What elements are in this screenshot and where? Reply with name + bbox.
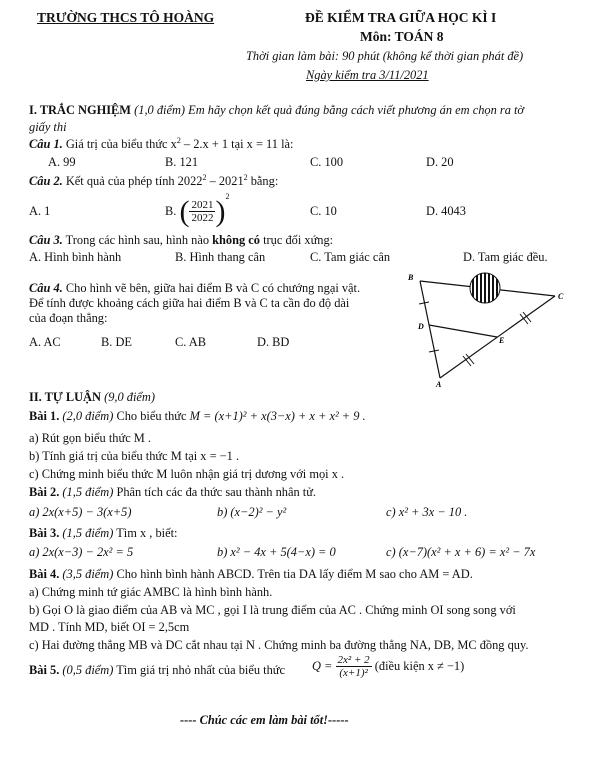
part2-heading: II. TỰ LUẬN <box>29 390 101 404</box>
bai3-points: (1,5 điểm) <box>62 526 114 540</box>
exam-title: ĐỀ KIỂM TRA GIỮA HỌC KÌ I <box>305 10 497 25</box>
q1-text-a: Giá trị của biểu thức x <box>65 137 177 151</box>
part1-heading-line <box>29 103 524 119</box>
label-c: C <box>558 292 564 301</box>
bai1-line <box>29 409 366 425</box>
q2-option-b-prefix: B. <box>165 204 177 218</box>
q2-text-a: Kết quả của phép tính 2022 <box>65 174 203 188</box>
q3-text-bold: không có <box>212 233 260 247</box>
part1-instruction-2: giấy thi <box>29 120 67 134</box>
part1-points: (1,0 điểm) <box>134 103 186 117</box>
q2-text-c: bằng: <box>247 174 279 188</box>
bai2-label: Bài 2. <box>29 485 60 499</box>
q1-option-d: D. 20 <box>426 155 454 169</box>
bai5-frac-den: (x+1)² <box>339 667 368 680</box>
bai4-points: (3,5 điểm) <box>62 567 114 581</box>
segment-ca <box>440 296 555 378</box>
q2-left-paren: ( <box>179 195 190 228</box>
bai2-intro: Phân tích các đa thức sau thành nhân tử. <box>116 485 317 499</box>
q2-option-d: D. 4043 <box>426 204 466 218</box>
q1-exp: 2 <box>176 135 181 145</box>
q1-option-c: C. 100 <box>310 155 344 169</box>
bai4-a: a) Chứng minh tứ giác AMBC là hình bình hành. <box>29 585 273 599</box>
q3-option-a: A. Hình bình hành <box>29 250 122 264</box>
q2-text-b: – 2021 <box>206 174 244 188</box>
q2-text <box>29 174 278 190</box>
bai4-b1: b) Gọi O là giao điểm của AB và MC , gọi I là trung điểm của AC . Chứng minh OI song song với <box>29 603 516 617</box>
q4-line2: Để tính được khoảng cách giữa hai điểm B và C ta cần đo độ dài <box>29 296 350 310</box>
q3-text <box>29 233 333 249</box>
bai4-intro: Cho hình bình hành ABCD. Trên tia DA lấy điểm M sao cho AM = AD. <box>116 567 473 581</box>
label-e: E <box>499 336 505 345</box>
q3-option-d: D. Tam giác đều. <box>463 250 548 264</box>
bai5-label: Bài 5. <box>29 663 60 677</box>
school-name: TRƯỜNG THCS TÔ HOÀNG <box>37 10 215 25</box>
bai1-c: c) Chứng minh biểu thức M luôn nhận giá trị dương với mọi x . <box>29 467 345 481</box>
q4-option-b: B. DE <box>101 335 132 349</box>
duration: Thời gian làm bài: 90 phút (không kể thời gian phát đề) <box>246 49 524 63</box>
part2-heading-line <box>29 390 155 406</box>
bai5-condition: (điều kiện x ≠ −1) <box>374 658 465 673</box>
label-b: B <box>408 273 414 282</box>
q1-text <box>29 137 293 153</box>
bai2-line <box>29 485 316 501</box>
bai4-c: c) Hai đường thẳng MB và DC cắt nhau tại N . Chứng minh ba đường thẳng NA, DB, MC đồng quy. <box>29 638 529 652</box>
q2-label: Câu 2. <box>29 174 63 188</box>
bai1-expr: M = (x+1)² + x(3−x) + x + x² + 9 . <box>189 409 366 423</box>
subject: Môn: TOÁN 8 <box>360 29 444 44</box>
q3-label: Câu 3. <box>29 233 63 247</box>
q4-line3: của đoạn thẳng: <box>29 311 108 325</box>
q3-option-b: B. Hình thang cân <box>175 250 266 264</box>
q4-geometry-figure <box>400 268 570 388</box>
bai1-a: a) Rút gọn biểu thức M . <box>29 431 152 445</box>
q3-text-b: trục đối xứng: <box>259 233 334 247</box>
q2-frac-exp: 2 <box>225 192 230 202</box>
part1-heading: I. TRẮC NGHIỆM <box>29 103 132 117</box>
q3-text-a: Trong các hình sau, hình nào <box>65 233 213 247</box>
q4-line1 <box>29 281 360 297</box>
bai4-line <box>29 567 473 583</box>
q2-exp1: 2 <box>202 172 207 182</box>
exam-date: Ngày kiểm tra 3/11/2021 <box>306 68 429 82</box>
q2-right-paren: ) <box>215 195 226 228</box>
q2-frac-num: 2021 <box>191 199 214 212</box>
bai3-c: c) (x−7)(x² + x + 6) = x² − 7x <box>386 545 536 559</box>
bai5-q-prefix: Q = <box>312 658 333 673</box>
q4-option-c: C. AB <box>175 335 206 349</box>
bai4-b2: MD . Tính MD, biết OI = 2,5cm <box>29 620 190 634</box>
q2-fraction <box>189 199 215 224</box>
bai1-b: b) Tính giá trị của biểu thức M tại x = −1 . <box>29 449 240 463</box>
q4-option-a: A. AC <box>29 335 61 349</box>
bai2-points: (1,5 điểm) <box>62 485 114 499</box>
bai3-label: Bài 3. <box>29 526 60 540</box>
bai5-fraction <box>336 654 372 679</box>
q1-label: Câu 1. <box>29 137 63 151</box>
label-d: D <box>418 322 424 331</box>
bai1-points: (2,0 điểm) <box>62 409 114 423</box>
q2-option-a: A. 1 <box>29 204 51 218</box>
bai1-intro: Cho biểu thức <box>116 409 187 423</box>
bai5-frac-num: 2x² + 2 <box>337 654 370 666</box>
bai3-a: a) 2x(x−3) − 2x² = 5 <box>29 545 134 559</box>
q2-exp2: 2 <box>243 172 248 182</box>
bai2-a: a) 2x(x+5) − 3(x+5) <box>29 505 132 519</box>
bai4-label: Bài 4. <box>29 567 60 581</box>
q4-option-d: D. BD <box>257 335 290 349</box>
q1-text-b: – 2.x + 1 tại x = 11 là: <box>180 137 294 151</box>
bai5-intro: Tìm giá trị nhỏ nhất của biểu thức <box>116 663 285 677</box>
part1-instruction: Em hãy chọn kết quả đúng bằng cách viết phương án em chọn ra tờ <box>188 103 525 117</box>
bai3-line <box>29 526 177 542</box>
bai5-line <box>29 663 285 679</box>
q4-line1-text: Cho hình vẽ bên, giữa hai điểm B và C có chướng ngại vật. <box>65 281 361 295</box>
bai1-label: Bài 1. <box>29 409 60 423</box>
segment-de <box>429 325 497 337</box>
obstacle-icon <box>470 273 500 303</box>
bai3-b: b) x² − 4x + 5(4−x) = 0 <box>217 545 336 559</box>
label-a: A <box>436 380 442 388</box>
bai5-points: (0,5 điểm) <box>62 663 114 677</box>
footer-message: ---- Chúc các em làm bài tốt!----- <box>180 713 349 727</box>
q1-option-a: A. 99 <box>48 155 76 169</box>
q2-option-c: C. 10 <box>310 204 337 218</box>
bai5-expression <box>312 654 464 679</box>
q3-option-c: C. Tam giác cân <box>310 250 391 264</box>
q2-option-b <box>165 193 229 231</box>
part2-points: (9,0 điểm) <box>104 390 155 404</box>
q2-frac-den: 2022 <box>191 212 214 225</box>
q1-option-b: B. 121 <box>165 155 199 169</box>
bai3-intro: Tìm x , biết: <box>116 526 178 540</box>
bai2-b: b) (x−2)² − y² <box>217 505 287 519</box>
bai2-c: c) x² + 3x − 10 . <box>386 505 468 519</box>
q4-label: Câu 4. <box>29 281 63 295</box>
